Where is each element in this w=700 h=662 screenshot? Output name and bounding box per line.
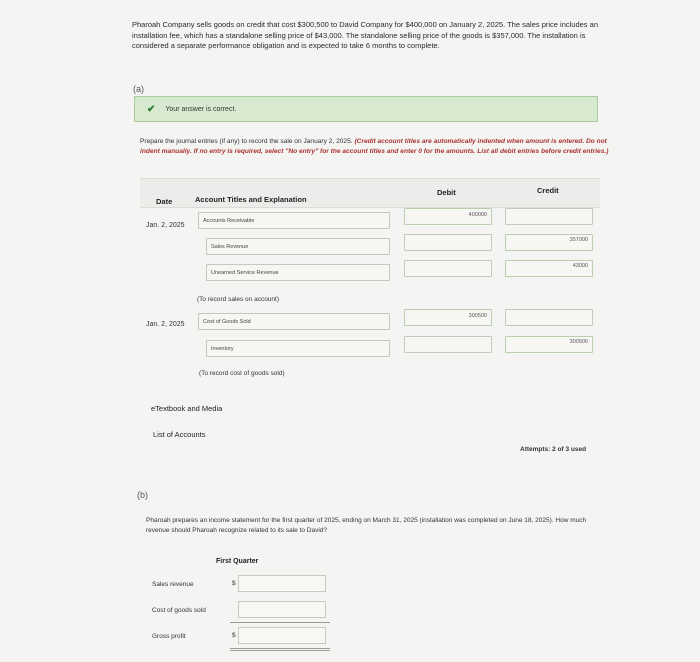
sales-revenue-currency: $ — [232, 580, 236, 587]
entry-2-line-1-debit[interactable]: 300500 — [404, 309, 492, 326]
part-a-label: (a) — [133, 84, 144, 94]
sales-revenue-label: Sales revenue — [152, 581, 194, 588]
entry-2-line-1-credit[interactable] — [505, 309, 593, 326]
entry-1-line-3-account[interactable]: Unearned Service Revenue — [206, 264, 390, 281]
entry-1-line-3-debit[interactable] — [404, 260, 492, 277]
problem-intro: Pharoah Company sells goods on credit that cost $300,500 to David Company for $400,000 on January 2, 2025. The sales price includes an installation fee, which has a standalone selling price of $43,000. The standalone selling price of the goods is $357,000. The installation is considered a separate performance obligation and is expected to take 6 months to complete. — [132, 20, 598, 50]
part-b-label: (b) — [137, 490, 148, 500]
entry-1-line-1-debit[interactable]: 400000 — [404, 208, 492, 225]
entry-1-date: Jan. 2, 2025 — [146, 222, 185, 229]
sales-revenue-input[interactable] — [238, 575, 326, 592]
entry-1-line-3-credit[interactable]: 43000 — [505, 260, 593, 277]
instructions-emphasis: (Credit account titles are automatically indented when amount is entered. Do not indent manually. If no entry is required, select "No entry" for the account titles and enter 0 for the amounts. List all debit entries before credit entries.) — [140, 138, 609, 155]
list-of-accounts-link[interactable]: List of Accounts — [153, 430, 206, 439]
entry-1-line-1-credit[interactable] — [505, 208, 593, 225]
part-b-question: Pharoah prepares an income statement for the first quarter of 2025, ending on March 31, 2025 (installation was completed on June 18, 2025). How much revenue should Pharoah recognize related to its sale to David? — [146, 517, 587, 534]
entry-2-line-2-debit[interactable] — [404, 336, 492, 353]
etextbook-link[interactable]: eTextbook and Media — [151, 404, 223, 413]
gross-profit-input[interactable] — [238, 627, 326, 644]
header-credit: Credit — [537, 186, 559, 195]
cogs-underline — [230, 622, 330, 623]
gross-profit-label: Gross profit — [152, 633, 186, 640]
entry-1-memo: (To record sales on account) — [197, 296, 280, 303]
entry-2-memo: (To record cost of goods sold) — [199, 370, 285, 377]
entry-1-line-2-account[interactable]: Sales Revenue — [206, 238, 390, 255]
first-quarter-header: First Quarter — [216, 558, 259, 565]
checkmark-icon: ✔ — [147, 103, 156, 115]
entry-1-line-1-account[interactable]: Accounts Receivable — [198, 212, 390, 229]
feedback-text: Your answer is correct. — [165, 105, 237, 113]
instructions-plain: Prepare the journal entries (if any) to record the sale on January 2, 2025. — [140, 138, 353, 145]
entry-2-date: Jan. 2, 2025 — [146, 321, 185, 328]
entry-2-line-2-credit[interactable]: 300500 — [505, 336, 593, 353]
entry-1-line-2-debit[interactable] — [404, 234, 492, 251]
header-account: Account Titles and Explanation — [195, 195, 307, 204]
header-debit: Debit — [437, 188, 456, 197]
instructions — [140, 137, 610, 156]
cost-of-goods-sold-input[interactable] — [238, 601, 326, 618]
entry-1-line-2-credit[interactable]: 357000 — [505, 234, 593, 251]
header-date: Date — [156, 197, 173, 206]
entry-2-line-2-account[interactable]: Inventory — [206, 340, 390, 357]
gross-profit-double-underline — [230, 648, 330, 651]
cost-of-goods-sold-label: Cost of goods sold — [152, 607, 206, 614]
correct-feedback-banner — [134, 96, 598, 122]
entry-2-line-1-account[interactable]: Cost of Goods Sold — [198, 313, 390, 330]
gross-profit-currency: $ — [232, 632, 236, 639]
attempts-counter: Attempts: 2 of 3 used — [520, 446, 587, 453]
